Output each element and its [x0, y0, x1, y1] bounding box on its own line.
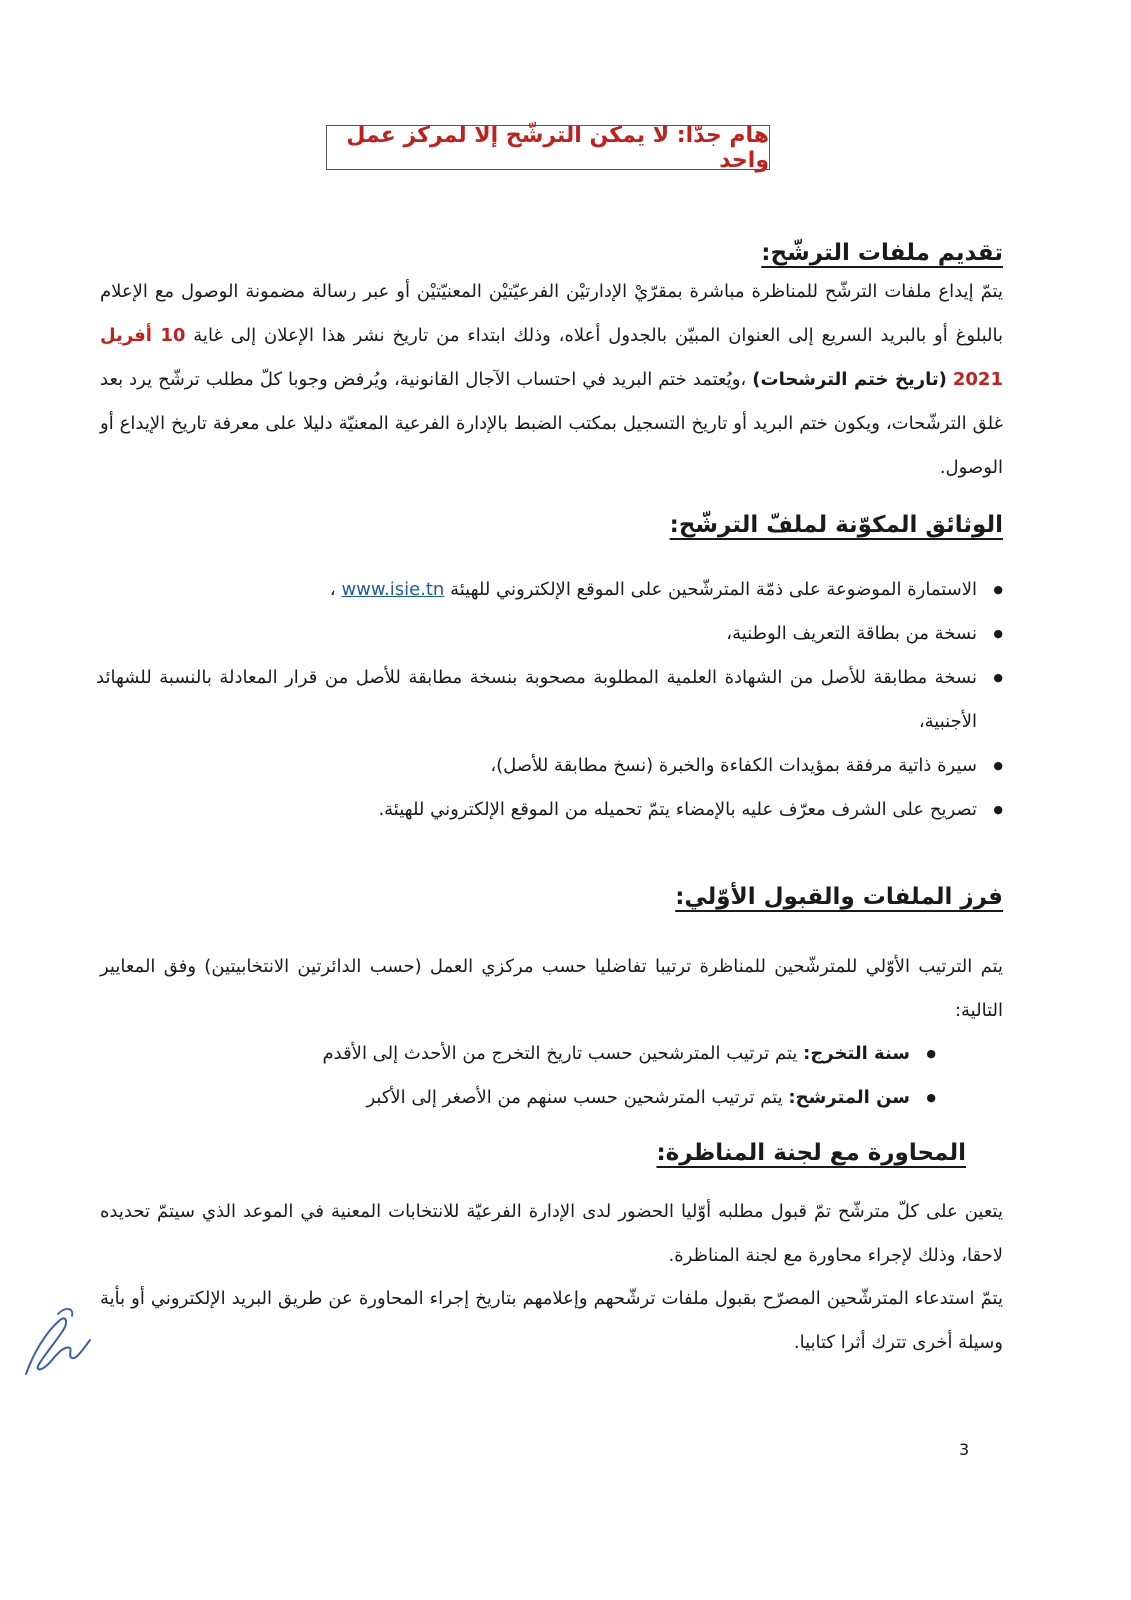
list-item: ● نسخة مطابقة للأصل من الشهادة العلمية المطلوبة مصحوبة بنسخة مطابقة للأصل من قرار المعادلة بالنسبة للشهائد الأجنبية،: [96, 656, 1003, 744]
heading-documents: الوثائق المكوّنة لملفّ الترشّح:: [669, 512, 1003, 538]
deadline-date: 10 أفريل 2021: [100, 325, 1003, 390]
list-item: ● الاستمارة الموضوعة على ذمّة المترشّحين على الموقع الإلكتروني للهيئة www.isie.tn ،: [96, 568, 1003, 612]
heading-sorting: فرز الملفات والقبول الأوّلي:: [675, 884, 1003, 910]
list-item: ● سن المترشح: يتم ترتيب المترشحين حسب سنهم من الأصغر إلى الأكبر: [220, 1076, 936, 1120]
list-item: ● سنة التخرج: يتم ترتيب المترشحين حسب تاريخ التخرج من الأحدث إلى الأقدم: [220, 1032, 936, 1076]
signature-icon: [14, 1300, 104, 1384]
heading-interview: المحاورة مع لجنة المناظرة:: [656, 1140, 966, 1166]
heading-submission: تقديم ملفات الترشّح:: [761, 240, 1003, 266]
list-item: ● نسخة من بطاقة التعريف الوطنية،: [96, 612, 1003, 656]
deadline-label: (تاريخ ختم الترشحات): [752, 369, 947, 390]
paragraph-interview-1: يتعين على كلّ مترشّح تمّ قبول مطلبه أوّليا الحضور لدى الإدارة الفرعيّة للانتخابات المعنية في الموعد الذي سيتمّ تحديده لاحقا، وذلك لإجراء محاورة مع لجنة المناظرة.: [100, 1201, 1003, 1266]
important-notice-box: [326, 122, 770, 173]
paragraph-sorting: يتم الترتيب الأوّلي للمترشّحين للمناظرة ترتيبا تفاضليا حسب مركزي العمل (حسب الدائرتين الانتخابيتين) وفق المعايير التالية:: [100, 956, 1003, 1021]
isie-website-link[interactable]: www.isie.tn: [341, 579, 445, 600]
paragraph-submission: يتمّ إيداع ملفات الترشّح للمناظرة مباشرة بمقرّيْ الإدارتيْن الفرعيّتيْن المعنيّتيْن أو عبر رسالة مضمونة الوصول مع الإعلام بالبلوغ أو بالبريد السريع إلى العنوان المبيّن بالجدول أعلاه، وذلك ابتداء من تاريخ نشر هذا الإعلان إلى غاية 10 أفريل 2021 (تاريخ ختم الترشحات) ،ويُعتمد ختم البريد في احتساب الآجال القانونية، ويُرفض وجوبا كلّ مطلب ترشّح يرد بعد غلق الترشّحات، ويكون ختم البريد أو تاريخ التسجيل بمكتب الضبط بالإدارة الفرعية المعنيّة دليلا على معرفة تاريخ الإيداع أو الوصول.: [100, 281, 1003, 478]
important-notice-text: هام جدّا: لا يمكن الترشّح إلا لمركز عمل واحد: [346, 122, 769, 173]
paragraph-interview-2: يتمّ استدعاء المترشّحين المصرّح بقبول ملفات ترشّحهم وإعلامهم بتاريخ إجراء المحاورة عن طريق البريد الإلكتروني أو بأية وسيلة أخرى تترك أثرا كتابيا.: [100, 1288, 1003, 1353]
list-item: ● تصريح على الشرف معرّف عليه بالإمضاء يتمّ تحميله من الموقع الإلكتروني للهيئة.: [96, 788, 1003, 832]
page-number: 3: [959, 1440, 970, 1459]
list-item: ● سيرة ذاتية مرفقة بمؤيدات الكفاءة والخبرة (نسخ مطابقة للأصل)،: [96, 744, 1003, 788]
criteria-list: [220, 1032, 936, 1120]
documents-list: [96, 568, 1003, 832]
